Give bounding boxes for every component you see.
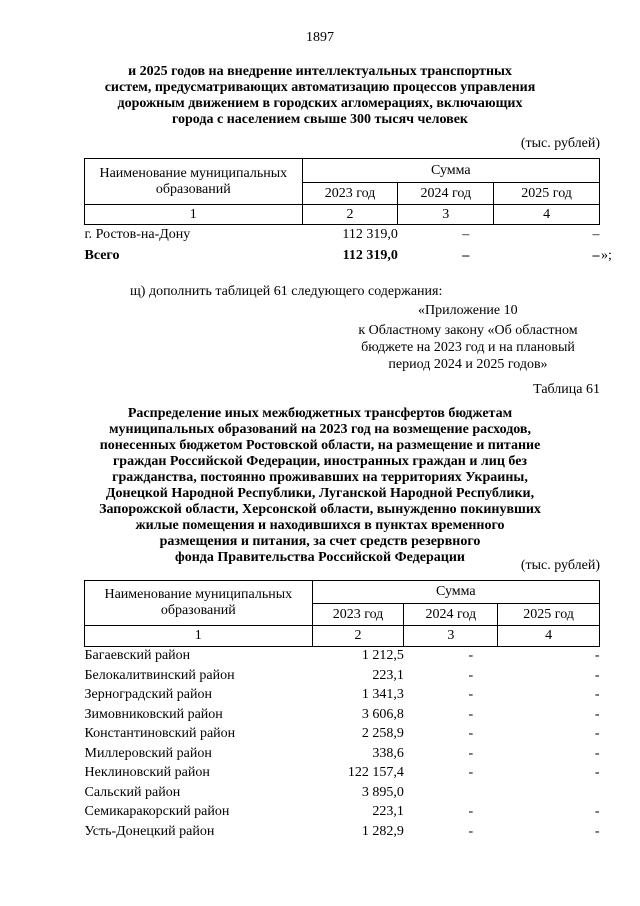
row-name: Белокалитвинский район	[84, 667, 235, 683]
row-value-2023: 3 606,8	[361, 706, 404, 722]
row-value-2024: -	[468, 687, 474, 703]
row-value-2023: 122 157,4	[347, 765, 404, 781]
row-value-2025	[498, 783, 600, 803]
heading-line: жилые помещения и находившихся в пунктах временного	[135, 518, 505, 533]
page-number: 1897	[306, 30, 334, 45]
table2-heading	[55, 406, 585, 566]
table-row	[85, 822, 600, 842]
table1	[84, 158, 600, 267]
table2	[84, 580, 600, 842]
header-sum: Сумма	[302, 159, 599, 183]
heading-line: понесенных бюджетом Ростовской области, на размещение и питание	[99, 438, 541, 453]
row-value-2024: –	[462, 227, 470, 243]
table-row	[85, 783, 600, 803]
heading-line: города с населением свыше 300 тысяч человек	[172, 112, 468, 127]
row-value-2025: -	[594, 804, 600, 820]
row-value-2023: 223,1	[372, 667, 404, 683]
col-number: 2	[302, 205, 398, 225]
row-value-2023: 338,6	[372, 745, 404, 761]
appendix-line: бюджете на 2023 год и на плановый	[361, 340, 575, 355]
row-value-2024: -	[468, 648, 474, 664]
row-value-2024: -	[468, 667, 474, 683]
header-year-2025: 2025 год	[494, 183, 600, 205]
row-value-2024: -	[468, 706, 474, 722]
table-row	[85, 225, 600, 246]
table-row	[85, 666, 600, 686]
row-name: Усть-Донецкий район	[84, 823, 215, 839]
row-value-2025: -	[594, 667, 600, 683]
col-number: 1	[85, 626, 313, 647]
table1-heading	[60, 64, 580, 128]
appendix-title: «Приложение 10	[418, 303, 518, 318]
table-row	[85, 803, 600, 823]
header-sum: Сумма	[312, 581, 599, 604]
row-value-2023: 1 282,9	[361, 823, 404, 839]
row-name: Неклиновский район	[84, 765, 210, 781]
total-value-2024: –	[462, 248, 470, 263]
row-value-2025: -	[594, 726, 600, 742]
row-value-2025: -	[594, 823, 600, 839]
row-name: Зерноградский район	[84, 687, 212, 703]
heading-line: Распределение иных межбюджетных трансфертов бюджетам	[127, 406, 513, 421]
table-row	[85, 686, 600, 706]
row-value-2024: -	[468, 765, 474, 781]
row-name: г. Ростов-на-Дону	[84, 227, 191, 243]
heading-line: муниципальных образований на 2023 год на возмещение расходов,	[108, 422, 531, 437]
row-value-2024: -	[468, 804, 474, 820]
heading-line: гражданства, постоянно проживавших на территориях Украины,	[112, 470, 528, 485]
table-row	[85, 764, 600, 784]
heading-line: Донецкой Народной Республики, Луганской Народной Республики,	[105, 486, 535, 501]
table-row	[85, 646, 600, 666]
total-value-2023: 112 319,0	[342, 248, 398, 263]
row-value-2025: -	[594, 648, 600, 664]
heading-line: фонда Правительства Российской Федерации	[175, 550, 465, 565]
row-name: Сальский район	[84, 784, 181, 800]
row-value-2023: 1 341,3	[361, 687, 404, 703]
col-number: 2	[312, 626, 404, 647]
table2-unit: (тыс. рублей)	[520, 558, 600, 573]
appendix-line: период 2024 и 2025 годов»	[388, 357, 548, 372]
closing-quote: »;	[601, 248, 612, 263]
heading-line: систем, предусматривающих автоматизацию процессов управления	[104, 80, 536, 95]
row-name: Миллеровский район	[84, 745, 212, 761]
heading-line: граждан Российской Федерации, иностранных граждан и лиц без	[112, 454, 528, 469]
header-year-2025: 2025 год	[498, 604, 600, 626]
header-year-2023: 2023 год	[302, 183, 398, 205]
row-value-2025: -	[594, 765, 600, 781]
table-label: Таблица 61	[533, 382, 600, 397]
row-value-2025: -	[594, 687, 600, 703]
row-value-2024: -	[468, 745, 474, 761]
header-name-line: Наименование муниципальных	[99, 165, 288, 181]
header-year-2023: 2023 год	[312, 604, 404, 626]
heading-line: дорожным движением в городских агломерациях, включающих	[117, 96, 523, 111]
row-name: Константиновский район	[84, 726, 236, 742]
row-name: Зимовниковский район	[84, 706, 223, 722]
row-name: Семикаракорский район	[84, 804, 230, 820]
row-value-2023: 112 319,0	[342, 227, 398, 243]
table-row	[85, 705, 600, 725]
appendix-reference	[338, 322, 598, 373]
table-row	[85, 744, 600, 764]
table-row	[85, 725, 600, 745]
col-number: 1	[85, 205, 303, 225]
header-name-cell	[85, 159, 303, 205]
total-value-2025: –	[592, 248, 600, 263]
col-number: 4	[494, 205, 600, 225]
total-name: Всего	[84, 248, 120, 263]
row-value-2025: –	[592, 227, 600, 243]
row-value-2023: 2 258,9	[361, 726, 404, 742]
total-row	[85, 246, 600, 267]
row-value-2025: -	[594, 745, 600, 761]
table1-unit: (тыс. рублей)	[520, 136, 600, 151]
heading-line: Запорожской области, Херсонской области, вынужденно покинувших	[99, 502, 541, 517]
row-value-2023: 3 895,0	[361, 784, 404, 800]
row-value-2025: -	[594, 706, 600, 722]
header-name-line: образований	[160, 603, 236, 618]
row-value-2023: 223,1	[372, 804, 404, 820]
header-year-2024: 2024 год	[404, 604, 498, 626]
heading-line: и 2025 годов на внедрение интеллектуальных транспортных	[128, 64, 512, 79]
amendment-text: щ) дополнить таблицей 61 следующего содержания:	[130, 284, 443, 299]
header-year-2024: 2024 год	[398, 183, 494, 205]
appendix-line: к Областному закону «Об областном	[358, 323, 578, 338]
row-value-2024: -	[468, 726, 474, 742]
col-number: 4	[498, 626, 600, 647]
col-number: 3	[404, 626, 498, 647]
heading-line: размещения и питания, за счет средств резервного	[159, 534, 481, 549]
row-value-2023: 1 212,5	[361, 648, 404, 664]
row-value-2024: -	[468, 823, 474, 839]
col-number: 3	[398, 205, 494, 225]
header-name-line: образований	[155, 181, 231, 197]
row-name: Багаевский район	[84, 648, 191, 664]
row-value-2024	[404, 783, 498, 803]
header-name-cell	[85, 581, 313, 626]
header-name-line: Наименование муниципальных	[104, 587, 293, 602]
